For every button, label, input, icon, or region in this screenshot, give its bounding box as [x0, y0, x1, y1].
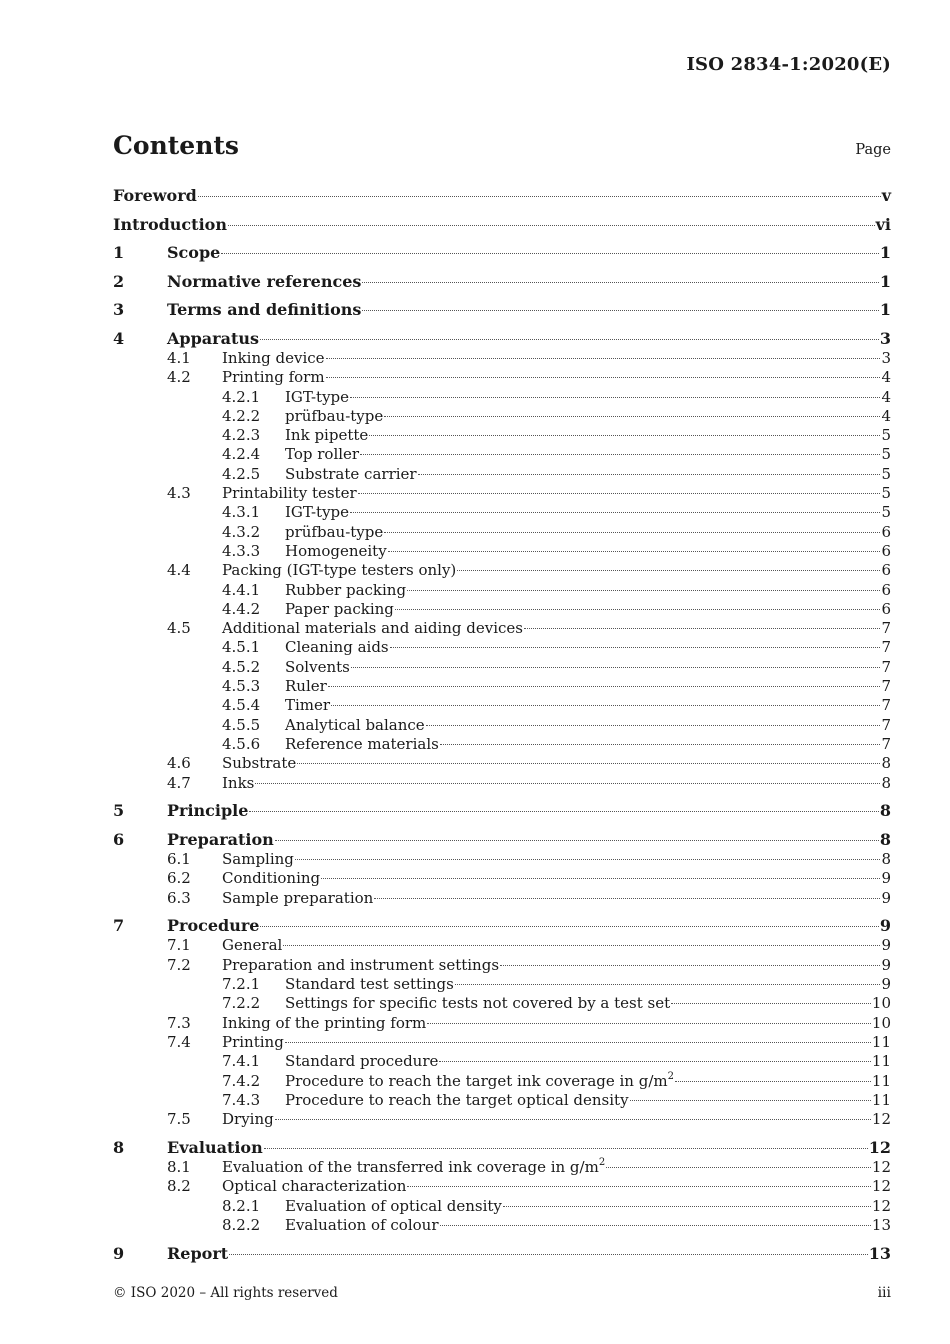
toc-entry-number: 4.5 [167, 619, 191, 638]
toc-entry-title: Inking of the printing form [222, 1013, 427, 1032]
toc-entry-number: 4.5.5 [222, 715, 261, 734]
copyright-footer: © ISO 2020 – All rights reserved [113, 1285, 338, 1301]
dot-leader [524, 628, 880, 629]
toc-entry-title: Substrate [222, 754, 297, 773]
dot-leader [275, 840, 879, 841]
toc-entry[interactable] [113, 235, 891, 264]
toc-entry-page: 7 [881, 696, 891, 715]
toc-entry-number: 6.2 [167, 869, 191, 888]
toc-entry-title: Optical characterization [222, 1177, 407, 1196]
toc-entry[interactable] [113, 1014, 891, 1033]
toc-entry[interactable] [113, 821, 891, 850]
toc-entry-page: 7 [881, 677, 891, 696]
toc-entry-title: Additional materials and aiding devices [222, 619, 523, 638]
toc-entry-page: 11 [871, 1090, 891, 1109]
table-of-contents [113, 186, 891, 1264]
dot-leader [198, 196, 881, 197]
dot-leader [326, 377, 881, 378]
toc-entry-number: 4.2.1 [222, 387, 261, 406]
toc-entry-number: 4.6 [167, 754, 191, 773]
dot-leader [439, 1061, 871, 1062]
toc-entry[interactable] [113, 1197, 891, 1216]
toc-entry-number: 6 [113, 829, 125, 849]
toc-entry-number: 7.1 [167, 936, 191, 955]
toc-entry-title: Scope [167, 243, 221, 263]
toc-entry[interactable] [113, 206, 891, 235]
toc-entry-title: Principle [167, 801, 249, 821]
toc-entry-page: 12 [871, 1177, 891, 1196]
dot-leader [407, 590, 880, 591]
toc-entry-title: IGT-type [285, 503, 350, 522]
dot-leader [503, 1206, 871, 1207]
toc-entry-page: 5 [881, 426, 891, 445]
toc-entry[interactable] [113, 1052, 891, 1071]
toc-entry-title: prüfbau-type [285, 522, 384, 541]
toc-entry-title: Top roller [285, 445, 360, 464]
toc-entry-page: 6 [881, 599, 891, 618]
toc-entry[interactable] [113, 542, 891, 561]
toc-entry-number: 8.2.2 [222, 1215, 261, 1234]
toc-entry[interactable] [113, 407, 891, 426]
dot-leader [260, 926, 878, 927]
toc-entry-page: 1 [879, 300, 891, 320]
toc-entry-title: Standard procedure [285, 1052, 439, 1071]
toc-entry-number: 4.5.6 [222, 734, 261, 753]
toc-entry-page: 11 [871, 1052, 891, 1071]
toc-entry-number: 4.5.4 [222, 696, 261, 715]
toc-entry-page: 9 [881, 936, 891, 955]
toc-entry-number: 4.4 [167, 561, 191, 580]
toc-entry-page: 11 [871, 1032, 891, 1051]
toc-entry[interactable] [113, 1177, 891, 1196]
dot-leader [350, 397, 880, 398]
toc-entry-page: 10 [871, 1013, 891, 1032]
toc-entry[interactable] [113, 889, 891, 908]
toc-entry-page: 13 [871, 1215, 891, 1234]
toc-entry-page: 3 [881, 348, 891, 367]
toc-entry-title: prüfbau-type [285, 406, 384, 425]
toc-entry[interactable] [113, 263, 891, 292]
toc-entry-number: 7.5 [167, 1110, 191, 1129]
toc-entry-page: 6 [881, 541, 891, 560]
toc-entry-page: vi [875, 214, 891, 234]
toc-entry[interactable] [113, 754, 891, 773]
toc-entry-title: Normative references [167, 271, 362, 291]
dot-leader [275, 1119, 871, 1120]
toc-entry-title: Printing [222, 1032, 284, 1051]
toc-entry[interactable] [113, 465, 891, 484]
toc-entry-title: Standard test settings [285, 975, 454, 994]
toc-entry-title: General [222, 936, 283, 955]
dot-leader [358, 493, 881, 494]
toc-entry-number: 7.4.3 [222, 1090, 261, 1109]
toc-entry-title: Terms and definitions [167, 300, 362, 320]
dot-leader [374, 898, 880, 899]
toc-entry-page: 4 [881, 387, 891, 406]
toc-entry-page: v [881, 186, 891, 205]
dot-leader [283, 945, 880, 946]
dot-leader [395, 609, 881, 610]
dot-leader [295, 859, 881, 860]
toc-entry-number: 1 [113, 243, 125, 263]
dot-leader [360, 454, 880, 455]
superscript: 2 [598, 1157, 606, 1169]
toc-entry-number: 4 [113, 328, 125, 348]
toc-entry-number: 7.2.2 [222, 994, 261, 1013]
toc-entry-page: 12 [871, 1110, 891, 1129]
toc-entry[interactable] [113, 908, 891, 937]
toc-entry-title: Inks [222, 773, 255, 792]
dot-leader [362, 282, 878, 283]
toc-entry[interactable] [113, 388, 891, 407]
dot-leader [390, 647, 881, 648]
toc-entry-number: 4.2.3 [222, 426, 261, 445]
dot-leader [426, 725, 881, 726]
toc-entry-number: 7.4 [167, 1032, 191, 1051]
toc-entry-number: 7.4.2 [222, 1071, 261, 1090]
toc-entry[interactable] [113, 975, 891, 994]
toc-entry-title: Evaluation of the transferred ink coverage in $g/m^2$ [222, 1157, 606, 1177]
toc-entry-page: 10 [871, 994, 891, 1013]
toc-entry-title: IGT-type [285, 387, 350, 406]
dot-leader [418, 474, 881, 475]
toc-entry-page: 12 [871, 1196, 891, 1215]
toc-entry-title: Foreword [113, 186, 197, 205]
document-id-header: ISO 2834-1:2020(E) [686, 54, 891, 75]
toc-entry-page: 11 [871, 1071, 891, 1090]
toc-entry[interactable] [113, 426, 891, 445]
toc-entry-title: Preparation [167, 829, 274, 849]
dot-leader [500, 965, 880, 966]
dot-leader [675, 1081, 871, 1082]
toc-entry-title: Analytical balance [285, 715, 425, 734]
toc-entry-number: 4.7 [167, 773, 191, 792]
toc-entry-page: 9 [881, 869, 891, 888]
toc-entry[interactable] [113, 1091, 891, 1110]
toc-entry-number: 7.2.1 [222, 975, 261, 994]
toc-entry-title: Procedure to reach the target ink coverage in $g/m^2$ [285, 1070, 674, 1090]
dot-leader [321, 878, 880, 879]
dot-leader [457, 570, 880, 571]
dot-leader [228, 225, 875, 226]
dot-leader [331, 705, 880, 706]
dot-leader [221, 253, 879, 254]
toc-entry[interactable] [113, 1235, 891, 1264]
toc-entry-title: Printability tester [222, 484, 357, 503]
dot-leader [384, 416, 880, 417]
toc-entry-title: Printing form [222, 368, 325, 387]
toc-entry[interactable] [113, 368, 891, 387]
toc-entry-number: 4.3.1 [222, 503, 261, 522]
toc-entry[interactable] [113, 735, 891, 754]
toc-entry-page: 4 [881, 406, 891, 425]
toc-entry-page: 8 [879, 801, 891, 821]
superscript: 2 [667, 1070, 674, 1082]
toc-entry-page: 9 [879, 916, 891, 936]
toc-entry[interactable] [113, 619, 891, 638]
toc-entry[interactable] [113, 850, 891, 869]
toc-entry-number: 8.2.1 [222, 1196, 261, 1215]
dot-leader [285, 1042, 871, 1043]
dot-leader [351, 667, 881, 668]
toc-entry-title: Solvents [285, 657, 350, 676]
toc-entry-page: 5 [881, 445, 891, 464]
toc-entry[interactable] [113, 561, 891, 580]
toc-entry-title: Settings for specific tests not covered by a test set [285, 994, 671, 1013]
toc-entry-number: 8.1 [167, 1158, 191, 1177]
toc-entry-title: Cleaning aids [285, 638, 389, 657]
toc-entry-number: 4.3 [167, 484, 191, 503]
toc-entry-title: Timer [285, 696, 331, 715]
toc-entry[interactable] [113, 1033, 891, 1052]
toc-entry-number: 9 [113, 1243, 125, 1263]
toc-entry-title: Preparation and instrument settings [222, 955, 500, 974]
toc-entry-title: Procedure to reach the target optical density [285, 1090, 629, 1109]
toc-entry[interactable] [113, 1158, 891, 1177]
toc-entry-title: Paper packing [285, 599, 394, 618]
toc-entry[interactable] [113, 320, 891, 349]
toc-entry-number: 4.3.3 [222, 541, 261, 560]
toc-entry-number: 4.4.2 [222, 599, 261, 618]
toc-entry-page: 5 [881, 464, 891, 483]
toc-entry[interactable] [113, 600, 891, 619]
toc-entry[interactable] [113, 1129, 891, 1158]
toc-entry[interactable] [113, 1110, 891, 1129]
toc-entry-number: 7 [113, 916, 125, 936]
toc-entry-title: Evaluation of colour [285, 1215, 439, 1234]
toc-entry[interactable] [113, 793, 891, 822]
toc-entry[interactable] [113, 349, 891, 368]
toc-entry[interactable] [113, 186, 891, 206]
toc-entry-title: Apparatus [167, 328, 259, 348]
toc-entry-page: 6 [881, 580, 891, 599]
toc-entry-title: Ruler [285, 677, 327, 696]
toc-entry[interactable] [113, 936, 891, 955]
toc-entry-number: 5 [113, 801, 125, 821]
toc-entry-page: 1 [879, 271, 891, 291]
toc-entry[interactable] [113, 869, 891, 888]
toc-entry-title: Substrate carrier [285, 464, 417, 483]
toc-entry-number: 8.2 [167, 1177, 191, 1196]
toc-entry-number: 4.5.1 [222, 638, 261, 657]
dot-leader [440, 1225, 871, 1226]
page-column-label: Page [855, 142, 891, 158]
toc-entry-title: Packing (IGT-type testers only) [222, 561, 457, 580]
toc-entry-number: 4.5.2 [222, 657, 261, 676]
dot-leader [350, 512, 880, 513]
dot-leader [384, 532, 880, 533]
toc-entry-number: 6.1 [167, 849, 191, 868]
toc-entry-number: 4.1 [167, 348, 191, 367]
page-number: iii [877, 1285, 891, 1301]
toc-entry[interactable] [113, 445, 891, 464]
toc-entry-page: 7 [881, 638, 891, 657]
toc-entry-page: 6 [881, 522, 891, 541]
toc-entry-number: 8 [113, 1138, 125, 1158]
dot-leader [260, 339, 879, 340]
toc-entry-title: Rubber packing [285, 580, 407, 599]
toc-entry-number: 4.2 [167, 368, 191, 387]
toc-entry-title: Procedure [167, 916, 260, 936]
toc-entry-number: 4.3.2 [222, 522, 261, 541]
toc-entry-number: 7.4.1 [222, 1052, 261, 1071]
toc-entry-title: Evaluation [167, 1138, 263, 1158]
toc-entry[interactable] [113, 774, 891, 793]
toc-entry-page: 1 [879, 243, 891, 263]
toc-entry-page: 13 [868, 1243, 891, 1263]
toc-entry[interactable] [113, 677, 891, 696]
toc-entry-title: Ink pipette [285, 426, 369, 445]
toc-entry-page: 7 [881, 619, 891, 638]
toc-entry-page: 8 [881, 773, 891, 792]
toc-entry-number: 3 [113, 300, 125, 320]
toc-entry-page: 5 [881, 503, 891, 522]
dot-leader [671, 1003, 871, 1004]
dot-leader [362, 310, 878, 311]
toc-entry-title: Introduction [113, 214, 227, 234]
toc-entry[interactable] [113, 484, 891, 503]
dot-leader [630, 1100, 871, 1101]
toc-entry-number: 2 [113, 271, 125, 291]
toc-entry[interactable] [113, 696, 891, 715]
toc-entry-page: 5 [881, 484, 891, 503]
dot-leader [264, 1148, 868, 1149]
dot-leader [326, 358, 881, 359]
toc-entry-page: 8 [879, 829, 891, 849]
dot-leader [407, 1186, 871, 1187]
dot-leader [427, 1023, 871, 1024]
toc-entry-page: 4 [881, 368, 891, 387]
toc-entry-page: 6 [881, 561, 891, 580]
toc-entry[interactable] [113, 292, 891, 321]
dot-leader [455, 984, 881, 985]
toc-entry[interactable] [113, 523, 891, 542]
toc-entry[interactable] [113, 658, 891, 677]
toc-entry-page: 7 [881, 657, 891, 676]
toc-entry-page: 9 [881, 975, 891, 994]
toc-entry-page: 9 [881, 888, 891, 907]
toc-entry-title: Inking device [222, 348, 325, 367]
toc-entry-page: 8 [881, 754, 891, 773]
toc-entry[interactable] [113, 716, 891, 735]
toc-entry-page: 7 [881, 715, 891, 734]
toc-entry-page: 3 [879, 328, 891, 348]
toc-entry-number: 4.2.5 [222, 464, 261, 483]
dot-leader [297, 763, 880, 764]
toc-entry-title: Drying [222, 1110, 274, 1129]
toc-entry[interactable] [113, 956, 891, 975]
toc-entry[interactable] [113, 994, 891, 1013]
toc-entry[interactable] [113, 581, 891, 600]
toc-entry-number: 7.3 [167, 1013, 191, 1032]
dot-leader [606, 1167, 871, 1168]
toc-entry-number: 4.2.4 [222, 445, 261, 464]
page-title: Contents [113, 131, 240, 160]
dot-leader [369, 435, 880, 436]
toc-entry-title: Sample preparation [222, 888, 374, 907]
toc-entry[interactable] [113, 503, 891, 522]
toc-entry[interactable] [113, 1216, 891, 1235]
toc-entry-page: 8 [881, 849, 891, 868]
toc-entry-number: 4.2.2 [222, 406, 261, 425]
dot-leader [440, 744, 881, 745]
dot-leader [229, 1254, 868, 1255]
toc-entry-number: 6.3 [167, 888, 191, 907]
toc-entry-page: 12 [871, 1158, 891, 1177]
toc-entry[interactable] [113, 638, 891, 657]
toc-entry[interactable] [113, 1072, 891, 1091]
toc-entry-title: Report [167, 1243, 229, 1263]
dot-leader [255, 783, 880, 784]
toc-entry-title: Evaluation of optical density [285, 1196, 502, 1215]
toc-entry-number: 7.2 [167, 955, 191, 974]
toc-entry-page: 9 [881, 955, 891, 974]
dot-leader [328, 686, 881, 687]
toc-entry-title: Reference materials [285, 734, 439, 753]
toc-entry-title: Homogeneity [285, 541, 387, 560]
dot-leader [249, 811, 878, 812]
toc-entry-title: Sampling [222, 849, 294, 868]
toc-entry-title: Conditioning [222, 869, 321, 888]
toc-entry-number: 4.5.3 [222, 677, 261, 696]
toc-entry-page: 7 [881, 734, 891, 753]
dot-leader [388, 551, 881, 552]
toc-entry-number: 4.4.1 [222, 580, 261, 599]
toc-entry-page: 12 [868, 1138, 891, 1158]
